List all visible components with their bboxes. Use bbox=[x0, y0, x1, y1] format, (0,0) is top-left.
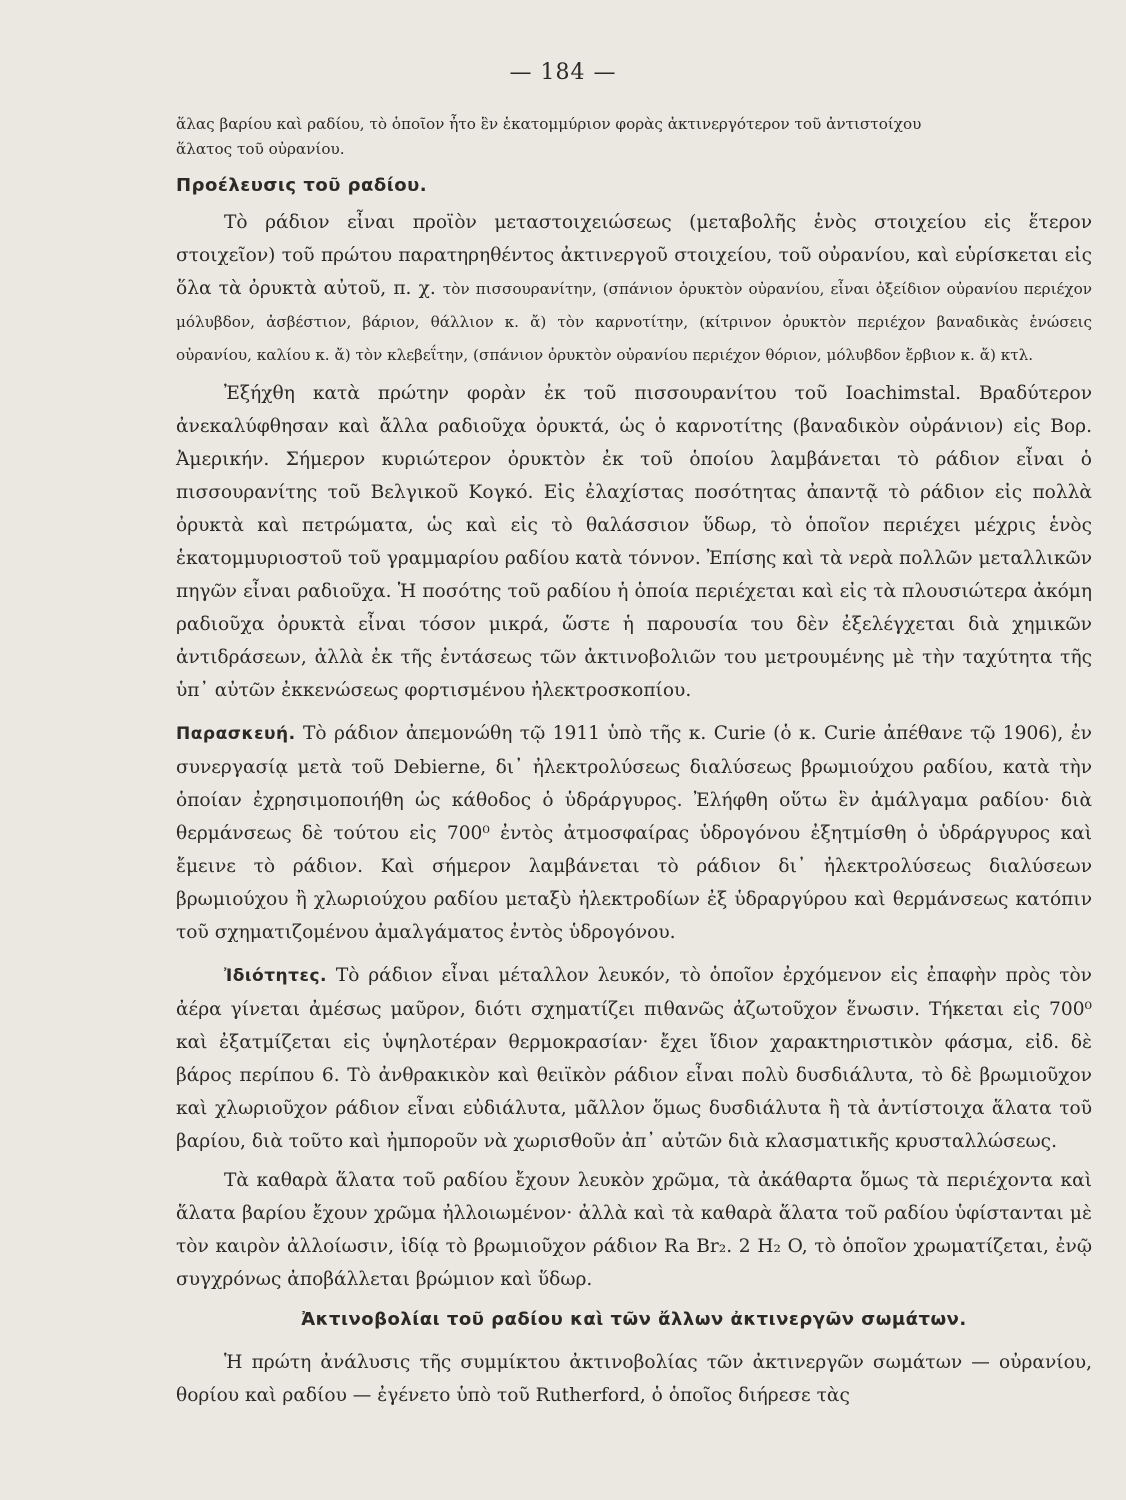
intro-paragraph bbox=[176, 112, 1092, 162]
preparation-text: Τὸ ράδιον ἀπεμονώθη τῷ 1911 ὑπὸ τῆς κ. Curie (ὁ κ. Curie ἀπέθανε τῷ 1906), ἐν συνεργασίᾳ μετὰ τοῦ Debierne, δι᾽ ἠλεκτρολύσεως διαλύσεως βρωμιούχου ραδίου, κατὰ τὴν ὁποίαν ἐχρησιμοποιήθη ὡς κάθοδος ὁ ὑδράργυρος. Ἐλήφθη οὕτω ἓν ἀμάλγαμα ραδίου· διὰ θερμάνσεως δὲ τούτου εἰς 700⁰ ἐντὸς ἀτμοσφαίρας ὑδρογόνου ἐξητμίσθη ὁ ὑδράργυρος καὶ ἔμεινε τὸ ράδιον. Καὶ σήμερον λαμβάνεται τὸ ράδιον δι᾽ ἠλεκτρολύσεως διαλύσεων βρωμιούχου ἢ χλωριούχου ραδίου μεταξὺ ἠλεκτροδίων ἐξ ὑδραργύρου καὶ θερμάνσεως κατόπιν τοῦ σχηματιζομένου ἀμαλγάματος ἐντὸς ὑδρογόνου. bbox=[176, 723, 1092, 943]
intro-line-1: ἅλας βαρίου καὶ ραδίου, τὸ ὁποῖον ἦτο ἓν ἑκατομμύριον φορὰς ἀκτινεργότερον τοῦ ἀντιστοίχου bbox=[176, 115, 922, 133]
heading-provenance: Προέλευσις τοῦ ραδίου. bbox=[176, 175, 428, 196]
provenance-paragraph bbox=[176, 206, 1092, 371]
properties-label: Ἰδιότητες. bbox=[224, 966, 327, 986]
extraction-paragraph: Ἐξήχθη κατὰ πρώτην φορὰν ἐκ τοῦ πισσουρανίτου τοῦ Ioachimstal. Βραδύτερον ἀνεκαλύφθησαν καὶ ἄλλα ραδιοῦχα ὀρυκτά, ὡς ὁ καρνοτίτης (βαναδικὸν οὐράνιον) εἰς Βορ. Ἀμερικήν. Σήμερον κυριώτερον ὀρυκτὸν ἐκ τοῦ ὁποίου λαμβάνεται τὸ ράδιον εἶναι ὁ πισσουρανίτης τοῦ Βελγικοῦ Κογκό. Εἰς ἐλαχίστας ποσότητας ἀπαντᾷ τὸ ράδιον εἰς πολλὰ ὀρυκτὰ καὶ πετρώματα, ὡς καὶ εἰς τὸ θαλάσσιον ὕδωρ, τὸ ὁποῖον περιέχει μέχρις ἑνὸς ἑκατομμυριοστοῦ τοῦ γραμμαρίου ραδίου κατὰ τόννον. Ἐπίσης καὶ τὰ νερὰ πολλῶν μεταλλικῶν πηγῶν εἶναι ραδιοῦχα. Ἡ ποσότης τοῦ ραδίου ἡ ὁποία περιέχεται καὶ εἰς τὰ πλουσιώτερα ἀκόμη ραδιοῦχα ὀρυκτὰ εἶναι τόσον μικρά, ὥστε ἡ παρουσία του δὲν ἐξελέγχεται διὰ χημικῶν ἀντιδράσεων, ἀλλὰ ἐκ τῆς ἐντάσεως τῶν ἀκτινοβολιῶν του μετρουμένης μὲ τὴν ταχύτητα τῆς ὑπ᾽ αὐτῶν ἐκκενώσεως φορτισμένου ἠλεκτροσκοπίου. bbox=[176, 383, 1092, 701]
provenance-small-text: τὸν πισσουρανίτην, (σπάνιον ὀρυκτὸν οὐρανίου, εἶναι ὀξείδιον οὐρανίου περιέχον μόλυβδον, ἀσβέστιον, βάριον, θάλλιον κ. ἄ) τὸν καρνοτίτην, (κίτρινον ὀρυκτὸν περιέχον βαναδικὰς ἑνώσεις οὐρανίου, καλίου κ. ἄ) τὸν κλεβεΐτην, (σπάνιον ὀρυκτὸν οὐρανίου περιέχον θόριον, μόλυβδον ἔρβιον κ. ἄ) κτλ. bbox=[176, 280, 1092, 364]
salts-paragraph: Τὰ καθαρὰ ἅλατα τοῦ ραδίου ἔχουν λευκὸν χρῶμα, τὰ ἀκάθαρτα ὅμως τὰ περιέχοντα καὶ ἅλατα βαρίου ἔχουν χρῶμα ἠλλοιωμένον· ἀλλὰ καὶ τὰ καθαρὰ ἅλατα τοῦ ραδίου ὑφίστανται μὲ τὸν καιρὸν ἀλλοίωσιν, ἰδίᾳ τὸ βρωμιοῦχον ράδιον Ra Br₂. 2 H₂ O, τὸ ὁποῖον χρωματίζεται, ἐνῷ συγχρόνως ἀποβάλλεται βρώμιον καὶ ὕδωρ. bbox=[176, 1170, 1092, 1290]
properties-paragraph bbox=[176, 959, 1092, 1158]
preparation-label: Παρασκευή. bbox=[176, 724, 296, 744]
page-number: — 184 — bbox=[509, 60, 617, 85]
page-body bbox=[176, 112, 1092, 1412]
preparation-paragraph bbox=[176, 717, 1092, 949]
properties-text: Τὸ ράδιον εἶναι μέταλλον λευκόν, τὸ ὁποῖον ἐρχόμενον εἰς ἐπαφὴν πρὸς τὸν ἀέρα γίνεται ἀμέσως μαῦρον, διότι σχηματίζει πιθανῶς ἀζωτοῦχον ἕνωσιν. Τήκεται εἰς 700⁰ καὶ ἐξατμίζεται εἰς ὑψηλοτέραν θερμοκρασίαν· ἔχει ἴδιον χαρακτηριστικὸν φάσμα, εἰδ. δὲ βάρος περίπου 6. Τὸ ἀνθρακικὸν καὶ θειϊκὸν ράδιον εἶναι πολὺ δυσδιάλυτα, τὸ δὲ βρωμιοῦχον καὶ χλωριοῦχον ράδιον εἶναι εὐδιάλυτα, μᾶλλον ὅμως δυσδιάλυτα ἢ τὰ ἀντίστοιχα ἅλατα τοῦ βαρίου, διὰ τοῦτο καὶ ἠμποροῦν νὰ χωρισθοῦν ἀπ᾽ αὐτῶν διὰ κλασματικῆς κρυσταλλώσεως. bbox=[176, 965, 1092, 1152]
intro-line-2: ἅλατος τοῦ οὐρανίου. bbox=[176, 140, 345, 158]
radiation-paragraph: Ἡ πρώτη ἀνάλυσις τῆς συμμίκτου ἀκτινοβολίας τῶν ἀκτινεργῶν σωμάτων — οὐρανίου, θορίου καὶ ραδίου — ἐγένετο ὑπὸ τοῦ Rutherford, ὁ ὁποῖος διήρεσε τὰς bbox=[176, 1352, 1092, 1406]
heading-radiation: Ἀκτινοβολίαι τοῦ ραδίου καὶ τῶν ἄλλων ἀκτινεργῶν σωμάτων. bbox=[301, 1309, 967, 1330]
provenance-main-text: Τὸ ράδιον εἶναι προϊὸν μεταστοιχειώσεως (μεταβολῆς ἑνὸς στοιχείου εἰς ἕτερον στοιχεῖον) τοῦ πρώτου παρατηρηθέντος ἀκτινεργοῦ στοιχείου, τοῦ οὐρανίου, καὶ εὑρίσκεται εἰς ὅλα τὰ ὀρυκτὰ αὐτοῦ, π. χ. bbox=[176, 212, 1092, 299]
